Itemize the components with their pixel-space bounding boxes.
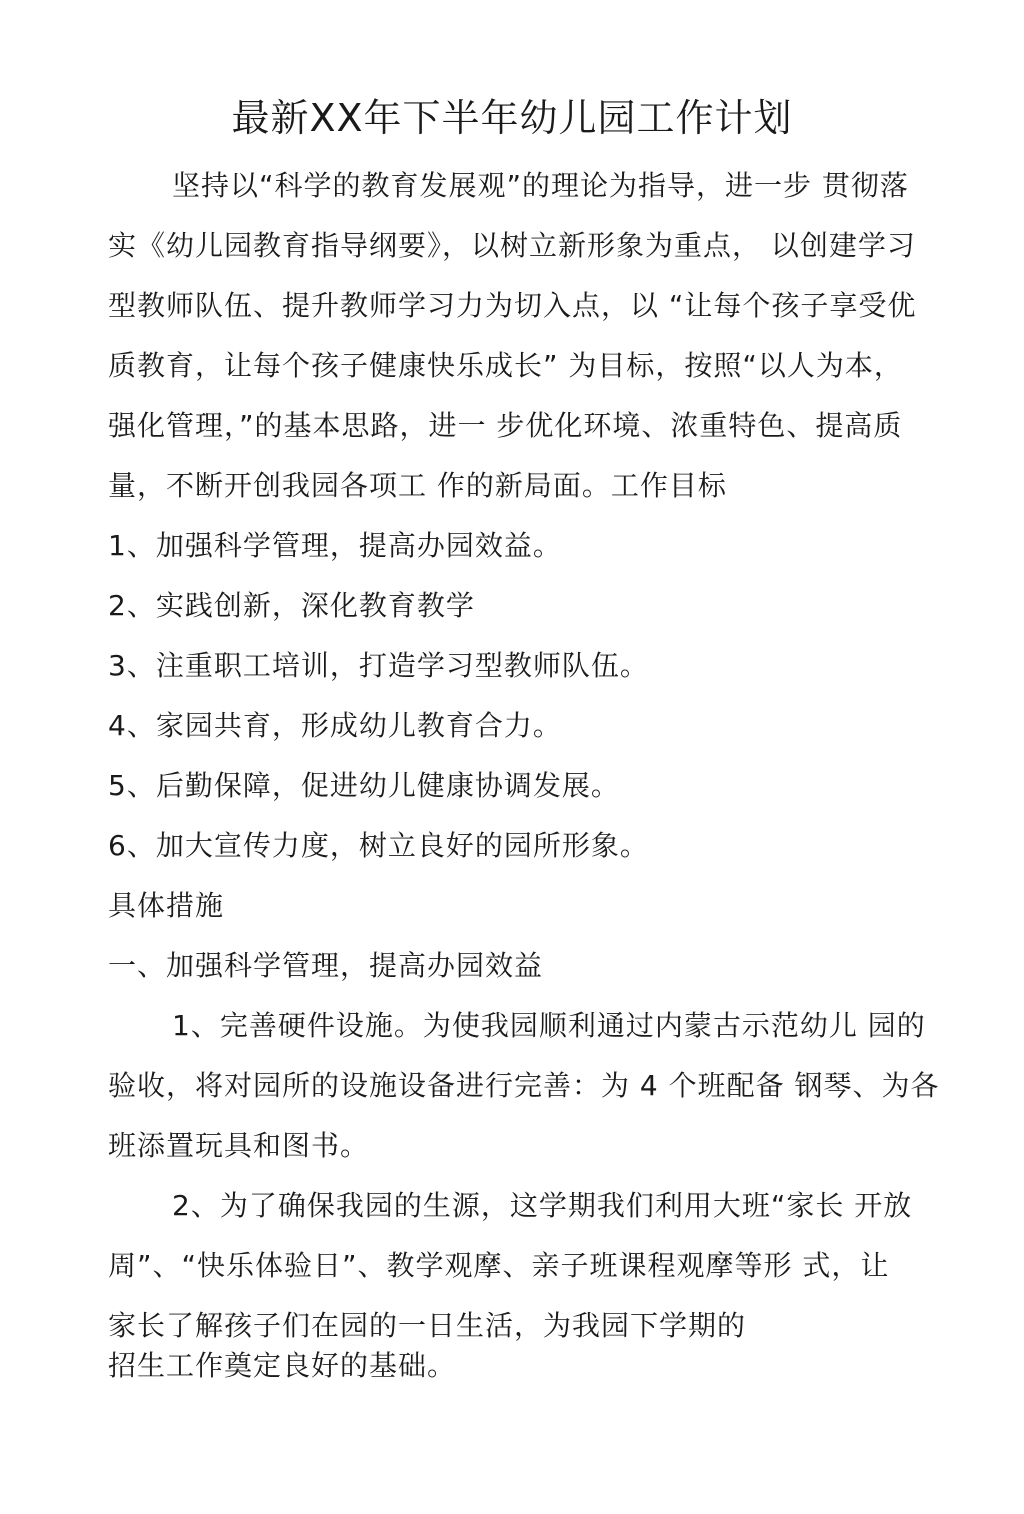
paragraph-line: 验收，将对园所的设施设备进行完善：为 4 个班配备 钢琴、为各 (108, 1069, 940, 1102)
paragraph-line: 质教育，让每个孩子健康快乐成长” 为目标，按照“以人为本， (108, 349, 903, 382)
paragraph-line: 2、为了确保我园的生源，这学期我们利用大班“家长 开放 (172, 1189, 913, 1222)
paragraph-line: 招生工作奠定良好的基础。 (108, 1349, 457, 1382)
section-heading: 具体措施 (108, 889, 225, 922)
paragraph-line: 量，不断开创我园各项工 作的新局面。工作目标 (108, 469, 727, 502)
paragraph-line: 周”、“快乐体验日”、教学观摩、亲子班课程观摩等形 式，让 (108, 1249, 890, 1282)
paragraph-line: 1、完善硬件设施。为使我园顺利通过内蒙古示范幼儿 园的 (172, 1009, 926, 1042)
goal-item: 4、家园共育，形成幼儿教育合力。 (108, 709, 562, 742)
paragraph-line: 班添置玩具和图书。 (108, 1129, 370, 1162)
document-title: 最新XX年下半年幼儿园工作计划 (231, 96, 793, 140)
goal-item: 3、注重职工培训，打造学习型教师队伍。 (108, 649, 649, 682)
goal-item: 5、后勤保障，促进幼儿健康协调发展。 (108, 769, 620, 802)
paragraph-line: 家长了解孩子们在园的一日生活，为我园下学期的 (108, 1309, 747, 1342)
paragraph-line: 坚持以“科学的教育发展观”的理论为指导，进一步 贯彻落 (172, 169, 909, 202)
paragraph-line: 型教师队伍、提升教师学习力为切入点，以 “让每个孩子享受优 (108, 289, 917, 322)
section-heading: 一、加强科学管理，提高办园效益 (108, 949, 544, 982)
goal-item: 1、加强科学管理，提高办园效益。 (108, 529, 562, 562)
goal-item: 6、加大宣传力度，树立良好的园所形象。 (108, 829, 649, 862)
paragraph-line: 强化管理，”的基本思路，进一 步优化环境、浓重特色、提高质 (108, 409, 903, 442)
goal-item: 2、实践创新，深化教育教学 (108, 589, 475, 622)
paragraph-line: 实《幼儿园教育指导纲要》，以树立新形象为重点， 以创建学习 (108, 229, 916, 262)
